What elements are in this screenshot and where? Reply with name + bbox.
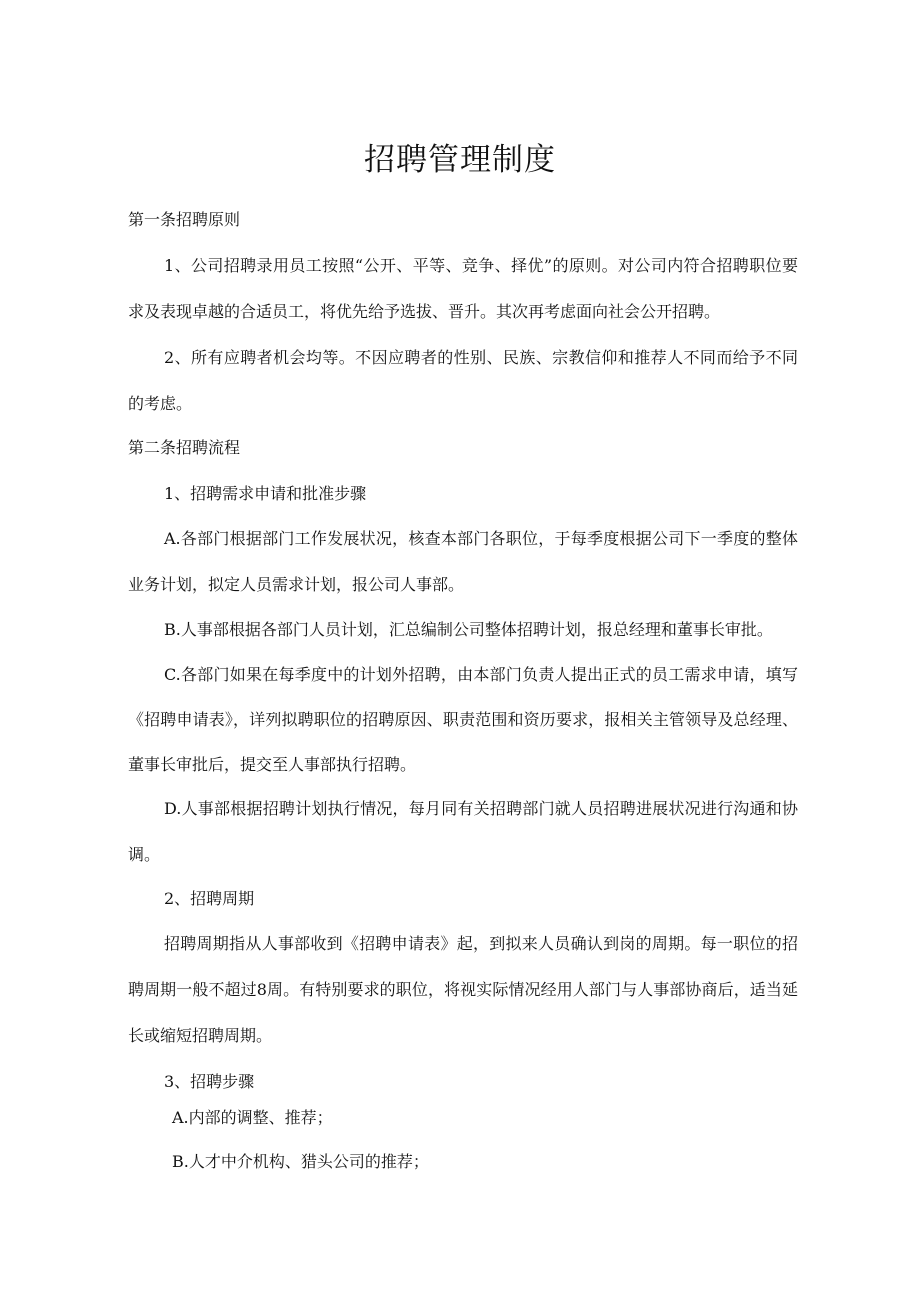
principle-paragraph-2: 2、所有应聘者机会均等。不因应聘者的性别、民族、宗教信仰和推荐人不同而给予不同的考虑。: [128, 348, 798, 413]
subsection-title-requisition: 1、招聘需求申请和批准步骤: [164, 484, 367, 503]
requisition-step-c: C.各部门如果在每季度中的计划外招聘，由本部门负责人提出正式的员工需求申请，填写《招聘申请表》，详列拟聘职位的招聘原因、职责范围和资历要求，报相关主管领导及总经理、董事长审批后，提交至人事部执行招聘。: [128, 665, 798, 774]
document-title: 招聘管理制度: [364, 142, 556, 178]
recruitment-cycle-paragraph: 招聘周期指从人事部收到《招聘申请表》起，到拟来人员确认到岗的周期。每一职位的招聘周期一般不超过8周。有特别要求的职位，将视实际情况经用人部门与人事部协商后，适当延长或缩短招聘周期。: [128, 934, 798, 1045]
recruitment-step-b: B.人才中介机构、猎头公司的推荐；: [172, 1152, 429, 1171]
subsection-title-cycle: 2、招聘周期: [164, 889, 255, 908]
requisition-step-d: D.人事部根据招聘计划执行情况，每月同有关招聘部门就人员招聘进展状况进行沟通和协调。: [128, 799, 798, 864]
section-heading-principles: 第一条招聘原则: [128, 210, 241, 229]
requisition-step-a: A.各部门根据部门工作发展状况，核查本部门各职位，于每季度根据公司下一季度的整体业务计划，拟定人员需求计划，报公司人事部。: [128, 529, 798, 594]
requisition-step-b: B.人事部根据各部门人员计划，汇总编制公司整体招聘计划，报总经理和董事长审批。: [164, 620, 773, 639]
section-heading-process: 第二条招聘流程: [128, 438, 241, 457]
subsection-title-steps: 3、招聘步骤: [164, 1072, 255, 1091]
recruitment-step-a: A.内部的调整、推荐；: [172, 1108, 333, 1127]
principle-paragraph-1: 1、公司招聘录用员工按照“公开、平等、竞争、择优”的原则。对公司内符合招聘职位要求及表现卓越的合适员工，将优先给予选拔、晋升。其次再考虑面向社会公开招聘。: [128, 256, 798, 321]
